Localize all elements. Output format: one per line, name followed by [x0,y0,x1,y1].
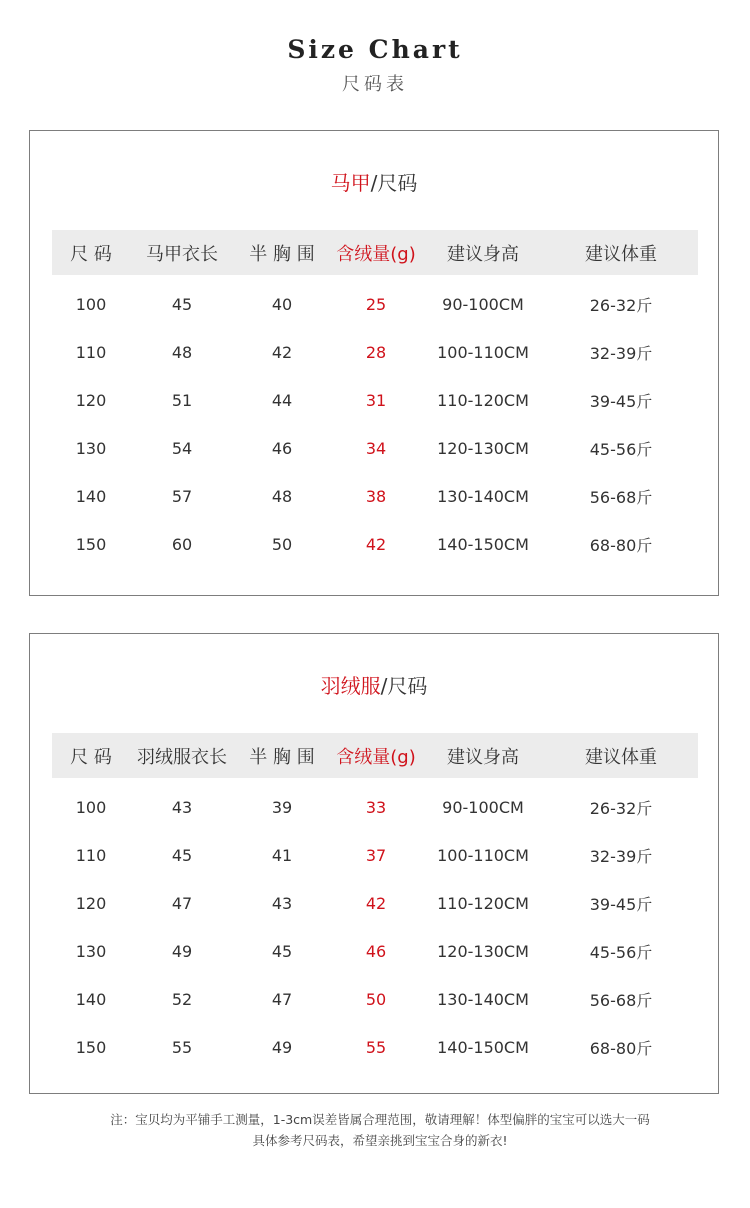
table-row [52,424,698,472]
cell-half-chest: 45 [271,941,293,961]
cell-height: 140-150CM [437,1037,529,1057]
col-header-down-fill: 含绒量(g) [336,746,416,768]
cell-length: 57 [171,486,193,506]
col-header-half-chest: 半 胸 围 [249,746,315,768]
cell-half-chest: 50 [271,534,293,554]
cell-height: 120-130CM [437,438,529,458]
cell-height: 100-110CM [437,845,529,865]
table-row [52,975,698,1023]
down-jacket-panel-title [30,670,718,699]
cell-length: 54 [171,438,193,458]
cell-length: 43 [171,797,193,817]
cell-height: 130-140CM [437,486,529,506]
cell-length: 55 [171,1037,193,1057]
cell-length: 60 [171,534,193,554]
cell-height: 110-120CM [437,390,529,410]
down-jacket-table-body [52,783,698,1071]
cell-half-chest: 41 [271,845,293,865]
cell-down-fill: 28 [365,342,387,362]
vest-size-panel [29,130,719,596]
cell-half-chest: 43 [271,893,293,913]
cell-length: 48 [171,342,193,362]
note-line-1: 注：宝贝均为平铺手工测量，1-3cm误差皆属合理范围，敬请理解！体型偏胖的宝宝可以选大一码 [110,1112,650,1127]
cell-length: 45 [171,845,193,865]
cell-height: 120-130CM [437,941,529,961]
cell-height: 90-100CM [442,797,524,817]
cell-half-chest: 49 [271,1037,293,1057]
cell-weight: 39-45斤 [589,894,653,914]
table-row [52,328,698,376]
cell-size: 120 [75,893,107,913]
table-row [52,1023,698,1071]
cell-height: 90-100CM [442,294,524,314]
cell-weight: 39-45斤 [589,391,653,411]
cell-weight: 68-80斤 [589,1038,653,1058]
cell-length: 49 [171,941,193,961]
cell-weight: 45-56斤 [589,942,653,962]
col-header-half-chest: 半 胸 围 [249,243,315,265]
cell-down-fill: 50 [365,989,387,1009]
cell-down-fill: 34 [365,438,387,458]
cell-weight: 56-68斤 [589,487,653,507]
col-header-height: 建议身高 [447,746,519,768]
cell-size: 140 [75,486,107,506]
vest-panel-title [30,167,718,196]
table-row [52,280,698,328]
col-header-length: 羽绒服衣长 [137,746,227,768]
vest-title-rest: /尺码 [370,171,418,195]
col-header-down-fill: 含绒量(g) [336,243,416,265]
cell-half-chest: 39 [271,797,293,817]
cell-size: 130 [75,941,107,961]
cell-height: 110-120CM [437,893,529,913]
cell-height: 100-110CM [437,342,529,362]
cell-half-chest: 42 [271,342,293,362]
col-header-length: 马甲衣长 [146,243,218,265]
cell-down-fill: 37 [365,845,387,865]
cell-down-fill: 25 [365,294,387,314]
table-row [52,927,698,975]
cell-length: 47 [171,893,193,913]
cell-size: 150 [75,1037,107,1057]
cell-weight: 26-32斤 [589,798,653,818]
measurement-note [0,1109,750,1151]
cell-size: 130 [75,438,107,458]
table-row [52,783,698,831]
down-jacket-size-panel [29,633,719,1094]
cell-down-fill: 33 [365,797,387,817]
cell-weight: 56-68斤 [589,990,653,1010]
cell-size: 100 [75,294,107,314]
page-title: Size Chart [287,35,463,64]
cell-half-chest: 48 [271,486,293,506]
page-subtitle: 尺码表 [342,74,408,95]
table-row [52,520,698,568]
cell-half-chest: 46 [271,438,293,458]
cell-down-fill: 31 [365,390,387,410]
cell-down-fill: 42 [365,893,387,913]
down-jacket-table-header [52,733,698,778]
vest-table-body [52,280,698,568]
table-row [52,376,698,424]
cell-size: 110 [75,342,107,362]
cell-length: 45 [171,294,193,314]
cell-down-fill: 46 [365,941,387,961]
cell-size: 140 [75,989,107,1009]
cell-size: 110 [75,845,107,865]
col-header-weight: 建议体重 [585,243,657,265]
cell-size: 150 [75,534,107,554]
cell-size: 120 [75,390,107,410]
vest-table-header [52,230,698,275]
table-row [52,831,698,879]
cell-length: 51 [171,390,193,410]
cell-length: 52 [171,989,193,1009]
table-row [52,472,698,520]
cell-weight: 26-32斤 [589,295,653,315]
col-header-weight: 建议体重 [585,746,657,768]
down-jacket-title-rest: /尺码 [380,674,428,698]
down-jacket-title-accent: 羽绒服 [320,674,381,698]
vest-title-accent: 马甲 [330,171,371,195]
cell-weight: 45-56斤 [589,439,653,459]
cell-down-fill: 42 [365,534,387,554]
cell-half-chest: 44 [271,390,293,410]
cell-weight: 32-39斤 [589,846,653,866]
cell-half-chest: 40 [271,294,293,314]
cell-size: 100 [75,797,107,817]
cell-weight: 68-80斤 [589,535,653,555]
cell-height: 130-140CM [437,989,529,1009]
cell-half-chest: 47 [271,989,293,1009]
table-row [52,879,698,927]
col-header-height: 建议身高 [447,243,519,265]
page-header [0,34,750,96]
col-header-size: 尺 码 [70,746,112,768]
cell-weight: 32-39斤 [589,343,653,363]
cell-down-fill: 55 [365,1037,387,1057]
col-header-size: 尺 码 [70,243,112,265]
cell-height: 140-150CM [437,534,529,554]
cell-down-fill: 38 [365,486,387,506]
note-line-2: 具体参考尺码表，希望亲挑到宝宝合身的新衣! [252,1133,508,1148]
